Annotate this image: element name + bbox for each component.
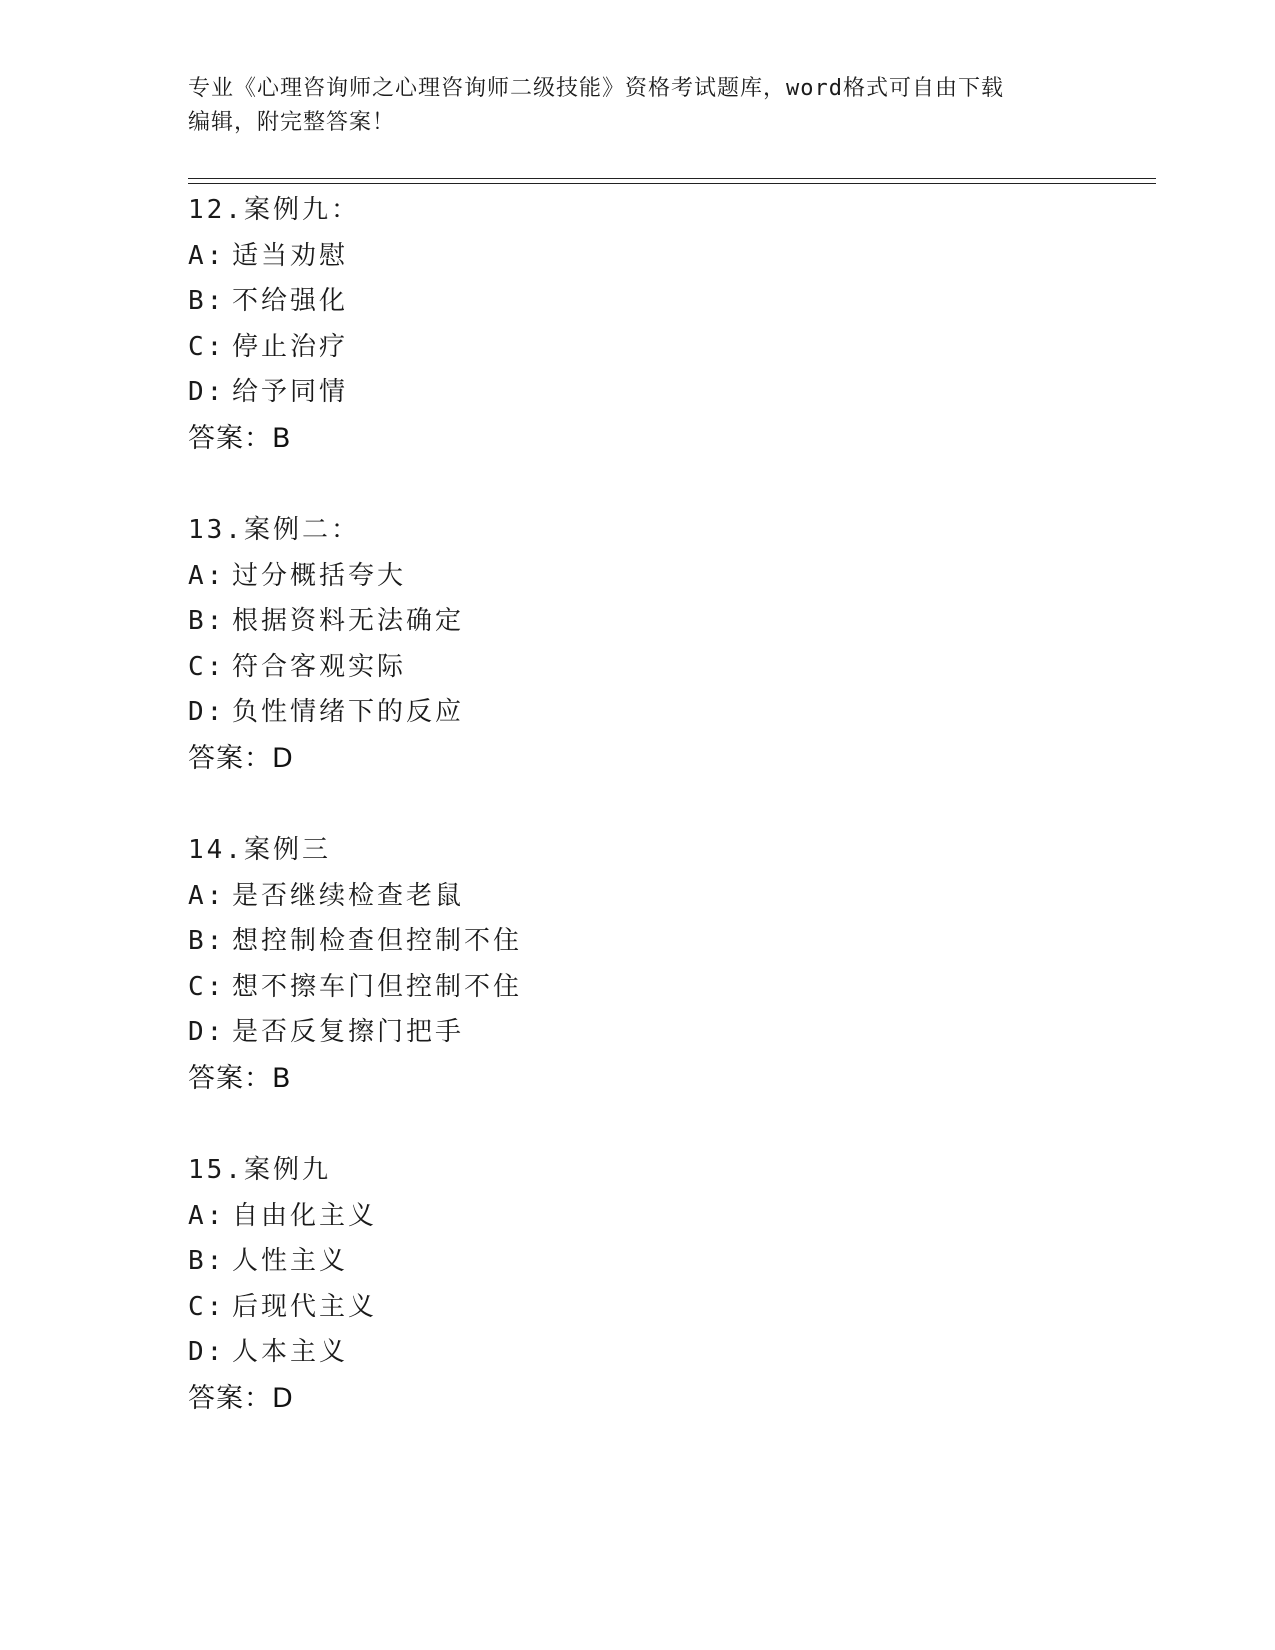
option-text: 是否反复擦门把手 xyxy=(232,1017,465,1047)
question-title: 15.案例九 xyxy=(188,1155,331,1185)
option-letter: D: xyxy=(188,697,226,727)
answer-line: 答案：B xyxy=(188,422,292,454)
option-text: 过分概括夸大 xyxy=(232,560,407,591)
option-letter: B: xyxy=(188,926,226,956)
option-d xyxy=(188,370,1148,416)
answer-line: 答案：D xyxy=(188,742,294,774)
question-13 xyxy=(188,508,1148,781)
option-d xyxy=(188,1330,1148,1376)
option-c xyxy=(188,325,1148,371)
option-text: 停止治疗 xyxy=(232,331,349,362)
option-c xyxy=(188,1285,1148,1331)
option-c xyxy=(188,645,1148,691)
option-d xyxy=(188,1010,1148,1056)
option-c xyxy=(188,965,1148,1011)
option-letter: A: xyxy=(188,880,226,911)
option-b xyxy=(188,599,1148,645)
question-12 xyxy=(188,188,1148,461)
option-text: 想不擦车门但控制不住 xyxy=(232,971,523,1002)
option-text: 自由化主义 xyxy=(232,1200,378,1231)
option-text: 人性主义 xyxy=(232,1246,349,1276)
option-b xyxy=(188,1239,1148,1285)
option-letter: A: xyxy=(188,1200,226,1231)
option-letter: C: xyxy=(188,651,226,682)
answer-line: 答案：B xyxy=(188,1062,292,1094)
answer-line: 答案：D xyxy=(188,1382,294,1414)
option-text: 后现代主义 xyxy=(232,1291,378,1322)
option-letter: B: xyxy=(188,1246,226,1276)
question-15 xyxy=(188,1148,1148,1421)
option-text: 适当劝慰 xyxy=(232,240,349,271)
option-text: 负性情绪下的反应 xyxy=(232,697,465,727)
option-letter: D: xyxy=(188,1337,226,1367)
option-a xyxy=(188,874,1148,920)
option-text: 是否继续检查老鼠 xyxy=(232,880,465,911)
question-title: 13.案例二： xyxy=(188,515,360,545)
document-header xyxy=(188,72,1068,140)
option-letter: A: xyxy=(188,560,226,591)
header-line-2: 编辑，附完整答案！ xyxy=(188,110,396,135)
option-text: 符合客观实际 xyxy=(232,651,407,682)
question-title: 14.案例三 xyxy=(188,835,331,865)
option-text: 不给强化 xyxy=(232,286,349,316)
option-letter: B: xyxy=(188,606,226,636)
option-letter: D: xyxy=(188,1017,226,1047)
option-d xyxy=(188,690,1148,736)
option-b xyxy=(188,919,1148,965)
option-text: 人本主义 xyxy=(232,1337,349,1367)
option-letter: C: xyxy=(188,1291,226,1322)
header-divider-top xyxy=(188,178,1156,179)
option-letter: C: xyxy=(188,971,226,1002)
header-line-1: 专业《心理咨询师之心理咨询师二级技能》资格考试题库，word格式可自由下载 xyxy=(188,76,1004,101)
option-text: 根据资料无法确定 xyxy=(232,606,465,636)
option-letter: B: xyxy=(188,286,226,316)
question-14 xyxy=(188,828,1148,1101)
option-b xyxy=(188,279,1148,325)
option-letter: A: xyxy=(188,240,226,271)
option-text: 想控制检查但控制不住 xyxy=(232,926,523,956)
option-text: 给予同情 xyxy=(232,377,349,407)
option-a xyxy=(188,554,1148,600)
header-divider-bottom xyxy=(188,183,1156,184)
option-letter: C: xyxy=(188,331,226,362)
option-a xyxy=(188,1194,1148,1240)
question-list xyxy=(188,188,1148,1468)
option-letter: D: xyxy=(188,377,226,407)
question-title: 12.案例九： xyxy=(188,195,360,225)
option-a xyxy=(188,234,1148,280)
